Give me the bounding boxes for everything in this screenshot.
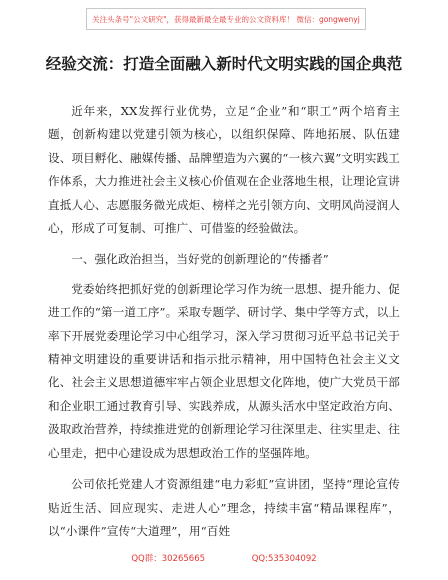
header-notice-text: 关注头条号"公文研究"，获得最新最全最专业的公文资料库！ 微信：gongwenyj [92,14,360,24]
paragraph-body: 公司依托党建人才资源组建“电力彩虹”宣讲团，坚持“理论宣传贴近生活、回应现实、走进人心”理念，持续丰富“精品课程库”，以“小课件”宣传“大道理”，用“百姓 [48,477,400,538]
footer-qq-group: QQ群：30265665 [131,554,206,564]
paragraph-body: 党委始终把抓好党的创新理论学习作为统一思想、提升能力、促进工作的“第一道工序”。采取专题学、研讨学、集中学等方式，以上率下开展党委理论学习中心组学习，深入学习贯彻习近平总书记关于精神文明建设的重要讲话和指示批示精神，用中国特色社会主义文化、社会主义思想道德牢牢占领企业思想文化阵地，使广大党员干部和企业职工通过教育引导、实践养成，从源头活水中坚定政治方向、汲取政治营养，持续推进党的创新理论学习往深里走、往实里走、往心里走，把中心建设成为思想政治工作的坚强阵地。 [48,281,400,460]
section-heading: 一、强化政治担当，当好党的创新理论的“传播者” [71,252,329,267]
paragraph-intro: 近年来，XX发挥行业优势，立足“企业”和“职工”两个培育主题，创新构建以党建引领为核心，以组织保障、阵地拓展、队伍建设、项目孵化、融媒传播、品牌塑造为六翼的“一核六翼”文明实践工作体系，大力推进社会主义核心价值观在企业落地生根，让理论宣讲直抵人心、志愿服务微光成炬、榜样之光引领方向、文明风尚浸润人心，形成了可复制、可推广、可借鉴的经验做法。 [48,104,400,236]
document-body [48,100,400,551]
document-title: 经验交流：打造全面融入新时代文明实践的国企典范 [45,55,403,73]
header-notice-box [86,8,366,30]
footer-contact [0,552,448,564]
footer-qq-number: QQ:535304092 [251,554,317,564]
